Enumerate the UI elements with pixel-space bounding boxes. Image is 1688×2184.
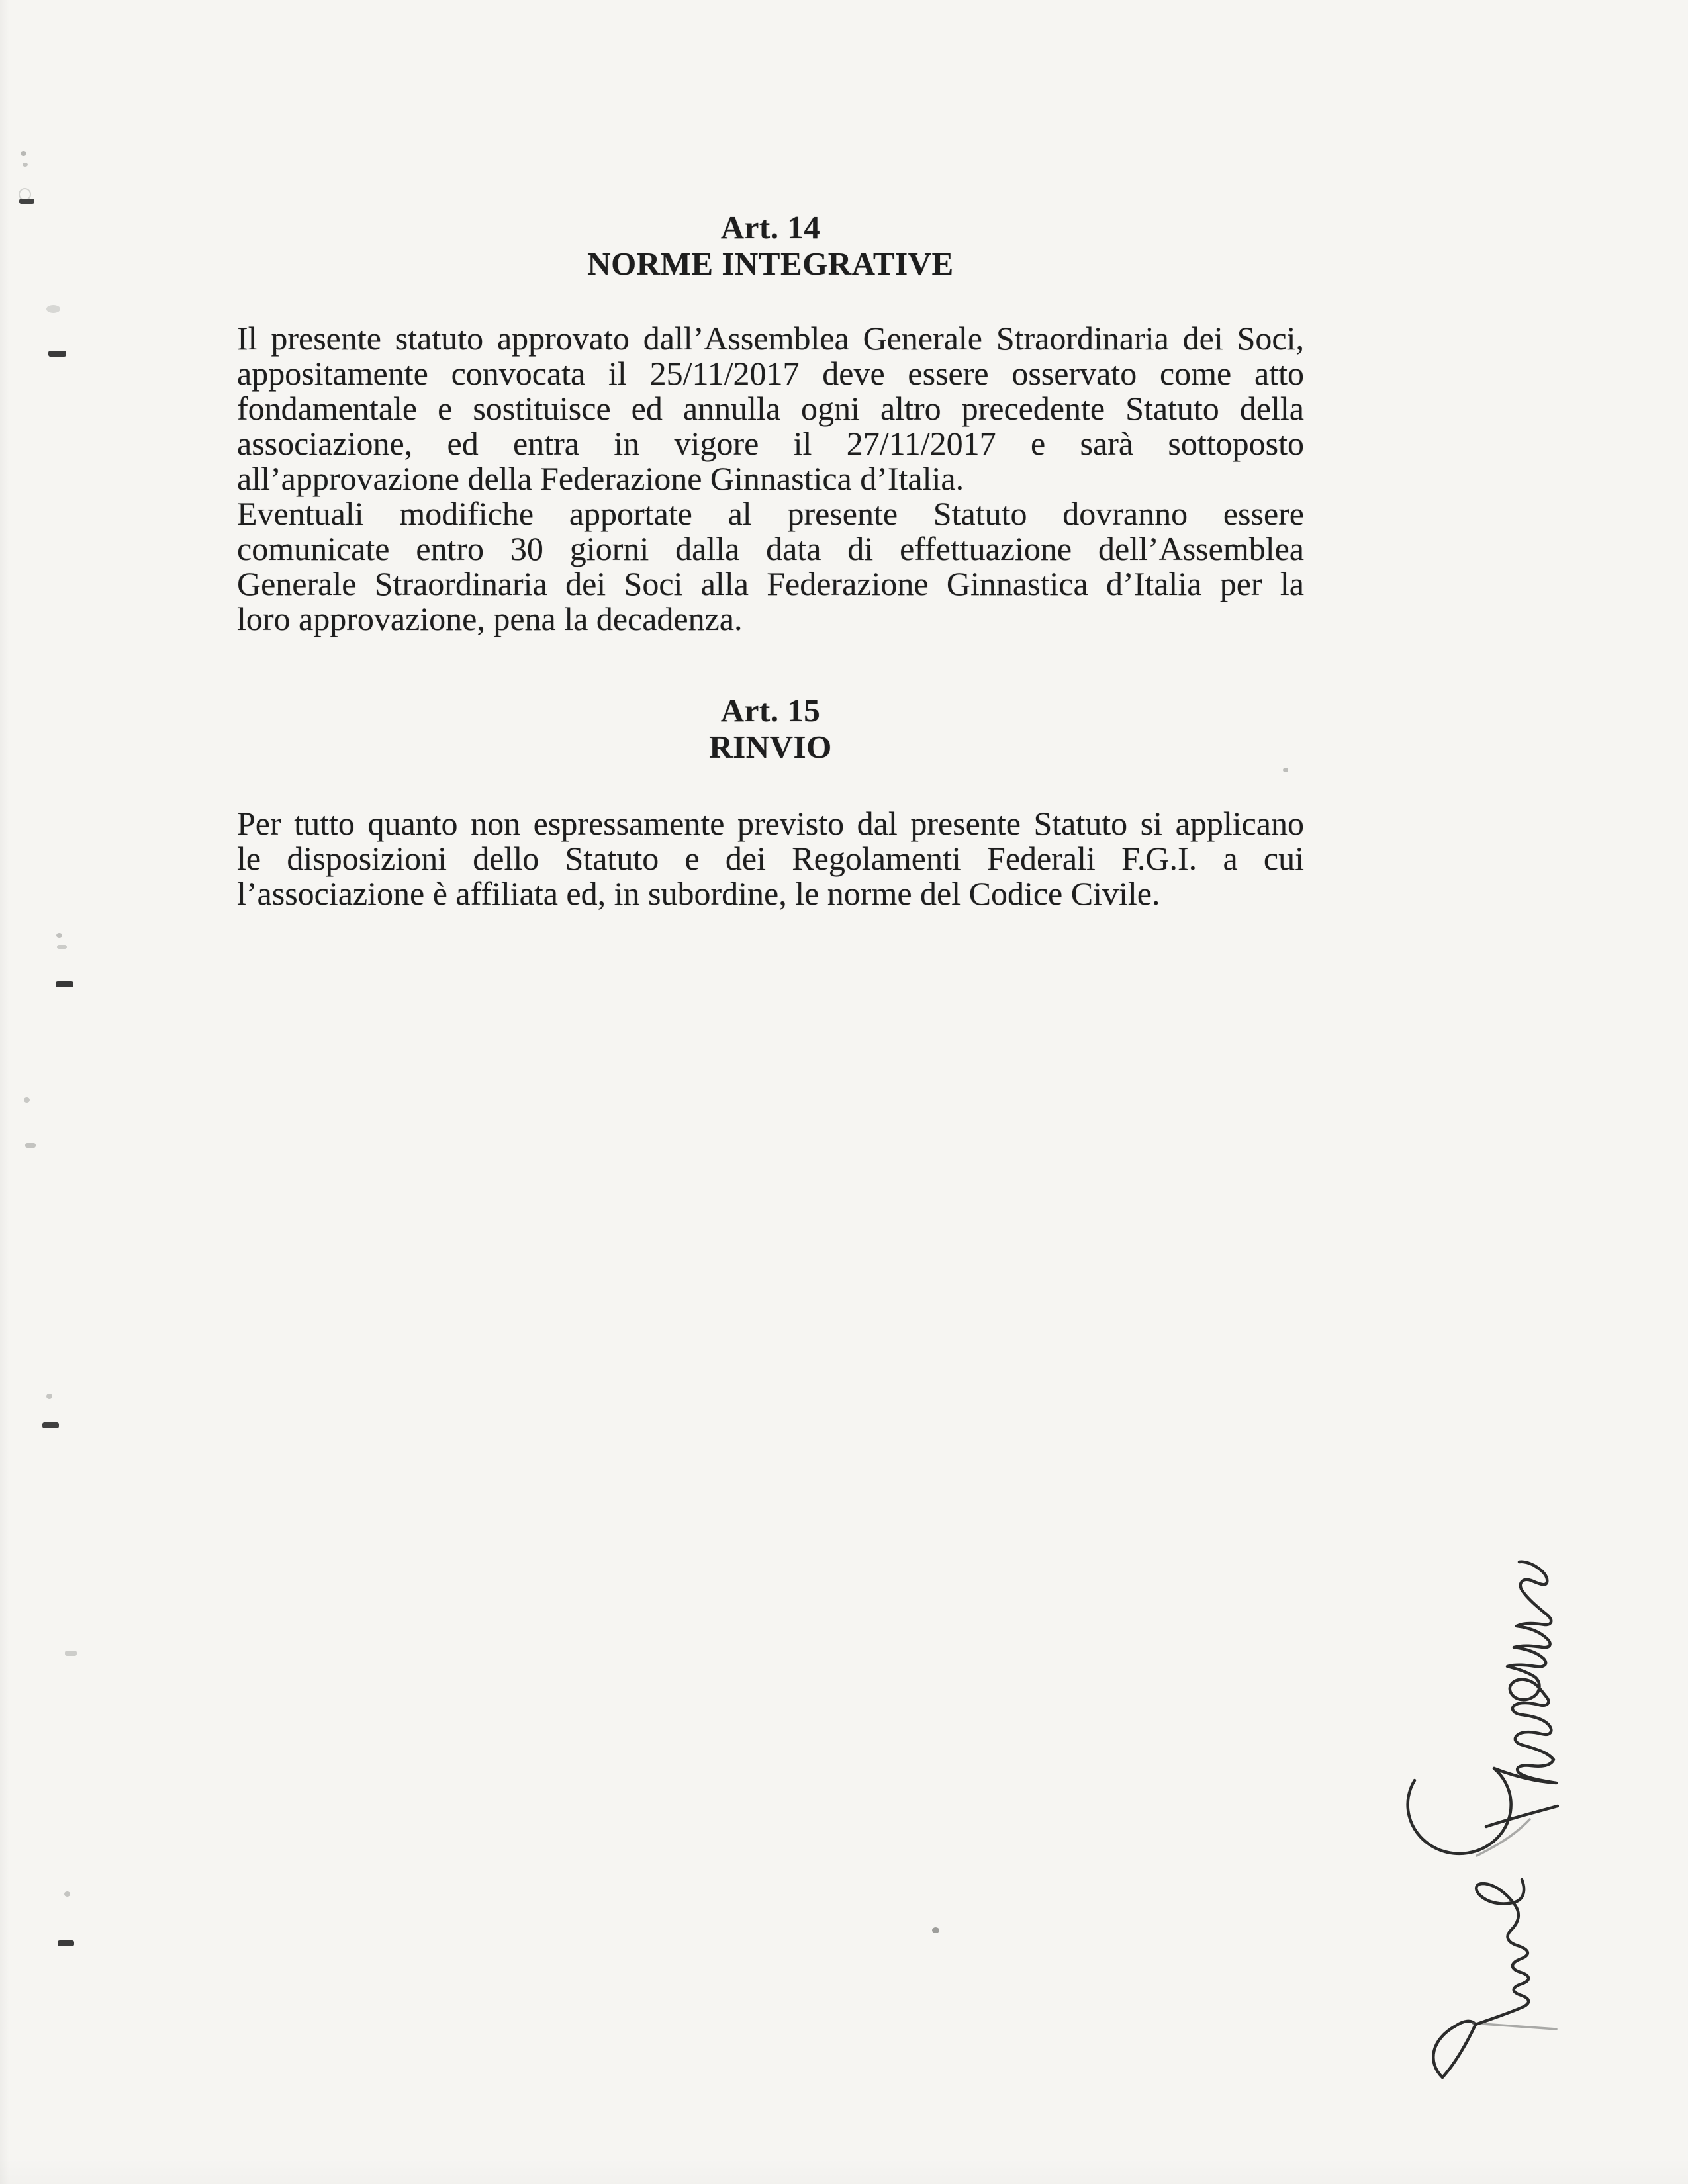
scan-artifact [56,933,62,938]
body-line: fondamentale e sostituisce ed annulla ogni altro precedente Statuto della [237,390,1304,427]
article-14-title: NORME INTEGRATIVE [587,246,954,282]
scan-artifact [19,199,34,204]
scan-artifact [24,1097,30,1103]
scan-artifact [46,305,60,313]
body-line: Il presente statuto approvato dall’Assemblea Generale Straordinaria dei Soci, [237,320,1304,357]
scan-artifact [21,151,26,156]
body-line: le disposizioni dello Statuto e dei Regolamenti Federali F.G.I. a cui [237,840,1304,877]
article-15-body [237,806,1304,911]
scan-artifact [46,1394,52,1399]
handwritten-signature [1393,1559,1559,2081]
scan-artifact [58,1940,74,1946]
article-14-body [237,321,1304,637]
scan-artifact [65,1651,77,1656]
article-15-title: RINVIO [709,729,832,765]
scan-artifact [42,1422,59,1428]
scan-artifact [56,981,73,987]
scan-artifact [64,1891,70,1897]
body-line: associazione, ed entra in vigore il 27/11/2017 e sarà sottoposto [237,425,1304,462]
body-line: all’approvazione della Federazione Ginnastica d’Italia. [237,460,964,497]
body-line: l’associazione è affiliata ed, in subordine, le norme del Codice Civile. [237,875,1160,912]
scan-artifact [48,351,66,357]
body-line: appositamente convocata il 25/11/2017 deve essere osservato come atto [237,355,1304,392]
scan-artifact [57,945,67,949]
body-line: comunicate entro 30 giorni dalla data di effettuazione dell’Assemblea [237,530,1304,567]
body-line: Generale Straordinaria dei Soci alla Federazione Ginnastica d’Italia per la [237,565,1304,602]
article-15-heading [237,692,1304,765]
body-line: Per tutto quanto non espressamente previsto dal presente Statuto si applicano [237,805,1304,842]
body-line: loro approvazione, pena la decadenza. [237,600,743,637]
scan-artifact [932,1927,939,1933]
article-15-number: Art. 15 [720,692,821,729]
scan-artifact [1283,768,1288,772]
scan-artifact [25,1143,36,1148]
article-14-heading [237,209,1304,282]
scan-artifact [23,163,28,167]
article-14-number: Art. 14 [720,209,821,246]
body-line: Eventuali modifiche apportate al presente Statuto dovranno essere [237,495,1304,532]
